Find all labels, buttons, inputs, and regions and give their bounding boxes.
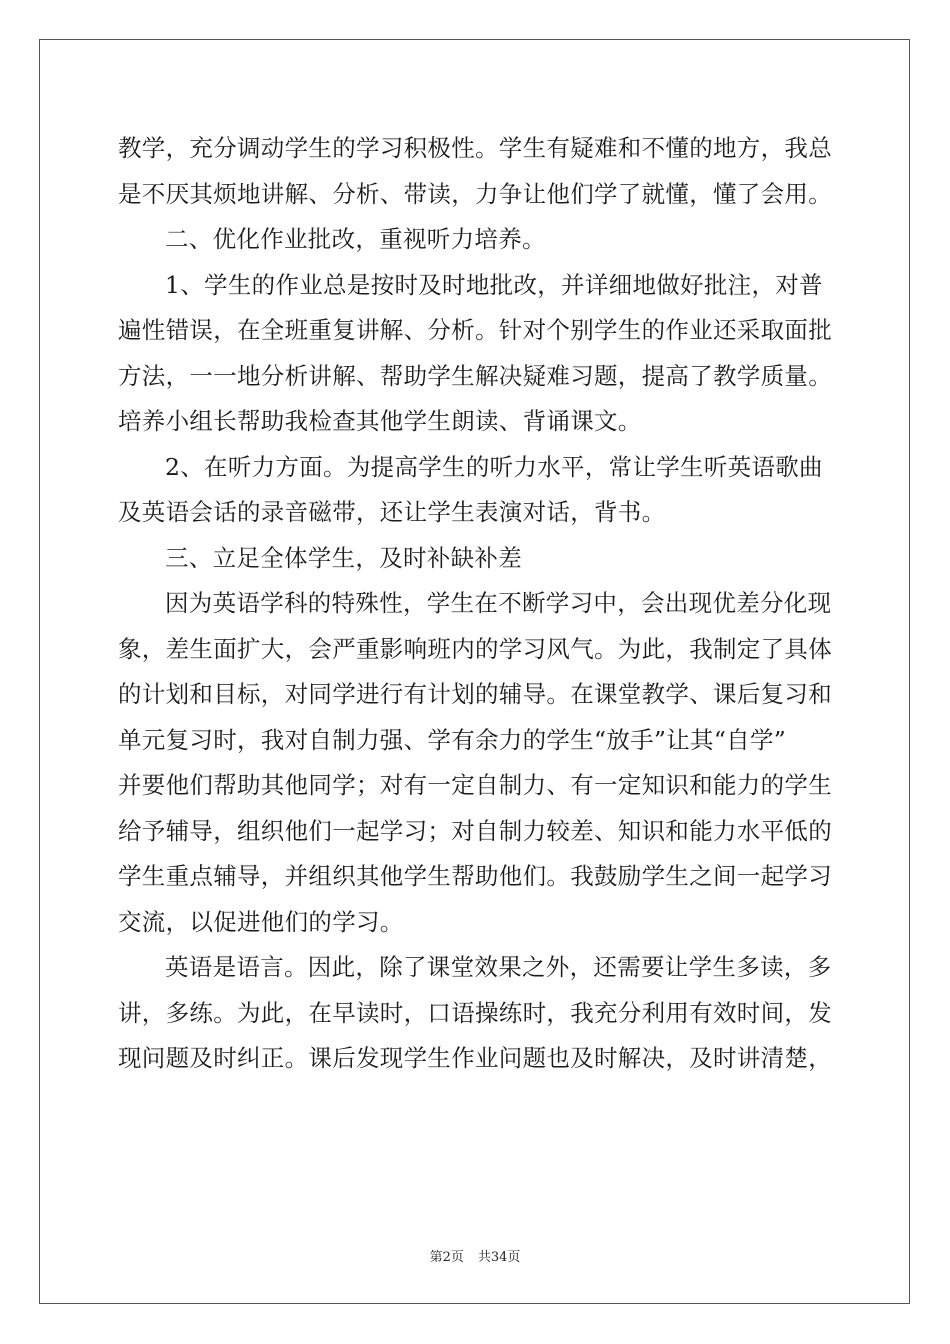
document-body [118, 126, 838, 1082]
text-line: 并要他们帮助其他同学；对有一定自制力、有一定知识和能力的学生 [118, 771, 832, 799]
text-line: 讲，多练。为此，在早读时，口语操练时，我充分利用有效时间，发 [118, 998, 832, 1027]
text-line: 英语是语言。因此，除了课堂效果之外，还需要让学生多读，多 [165, 953, 832, 981]
text-line: 2、在听力方面。为提高学生的听力水平，常让学生听英语歌曲 [165, 452, 823, 481]
text-line: 现问题及时纠正。课后发现学生作业问题也及时解决，及时讲清楚， [118, 1044, 832, 1072]
text-line: 象，差生面扩大，会严重影响班内的学习风气。为此，我制定了具体 [118, 634, 832, 663]
section-heading: 三、立足全体学生，及时补缺补差 [165, 543, 522, 572]
text-line: 教学，充分调动学生的学习积极性。学生有疑难和不懂的地方，我总 [118, 134, 832, 162]
text-line: 因为英语学科的特殊性，学生在不断学习中，会出现优差分化现 [165, 589, 832, 617]
text-line: 培养小组长帮助我检查其他学生朗读、背诵课文。 [118, 407, 642, 435]
text-line: 是不厌其烦地讲解、分析、带读，力争让他们学了就懂，懂了会用。 [118, 179, 832, 208]
text-line: 方法，一一地分析讲解、帮助学生解决疑难习题，提高了教学质量。 [118, 361, 832, 390]
page-total: 共34页 [477, 1250, 521, 1265]
page-footer [0, 1246, 950, 1265]
page-number: 第2页 [429, 1250, 464, 1265]
section-heading: 二、优化作业批改，重视听力培养。 [165, 225, 546, 253]
text-line: 的计划和目标，对同学进行有计划的辅导。在课堂教学、课后复习和 [118, 680, 832, 708]
text-line: 学生重点辅导，并组织其他学生帮助他们。我鼓励学生之间一起学习 [118, 862, 832, 890]
text-line: 给予辅导，组织他们一起学习；对自制力较差、知识和能力水平低的 [118, 816, 832, 845]
text-line: 及英语会话的录音磁带，还让学生表演对话，背书。 [118, 498, 666, 526]
text-line: 单元复习时，我对自制力强、学有余力的学生“放手”让其“自学” [118, 725, 787, 754]
text-line: 遍性错误，在全班重复讲解、分析。针对个别学生的作业还采取面批 [118, 316, 832, 344]
text-line: 1、学生的作业总是按时及时地批改，并详细地做好批注，对普 [165, 270, 823, 299]
text-line: 交流，以促进他们的学习。 [118, 907, 404, 936]
